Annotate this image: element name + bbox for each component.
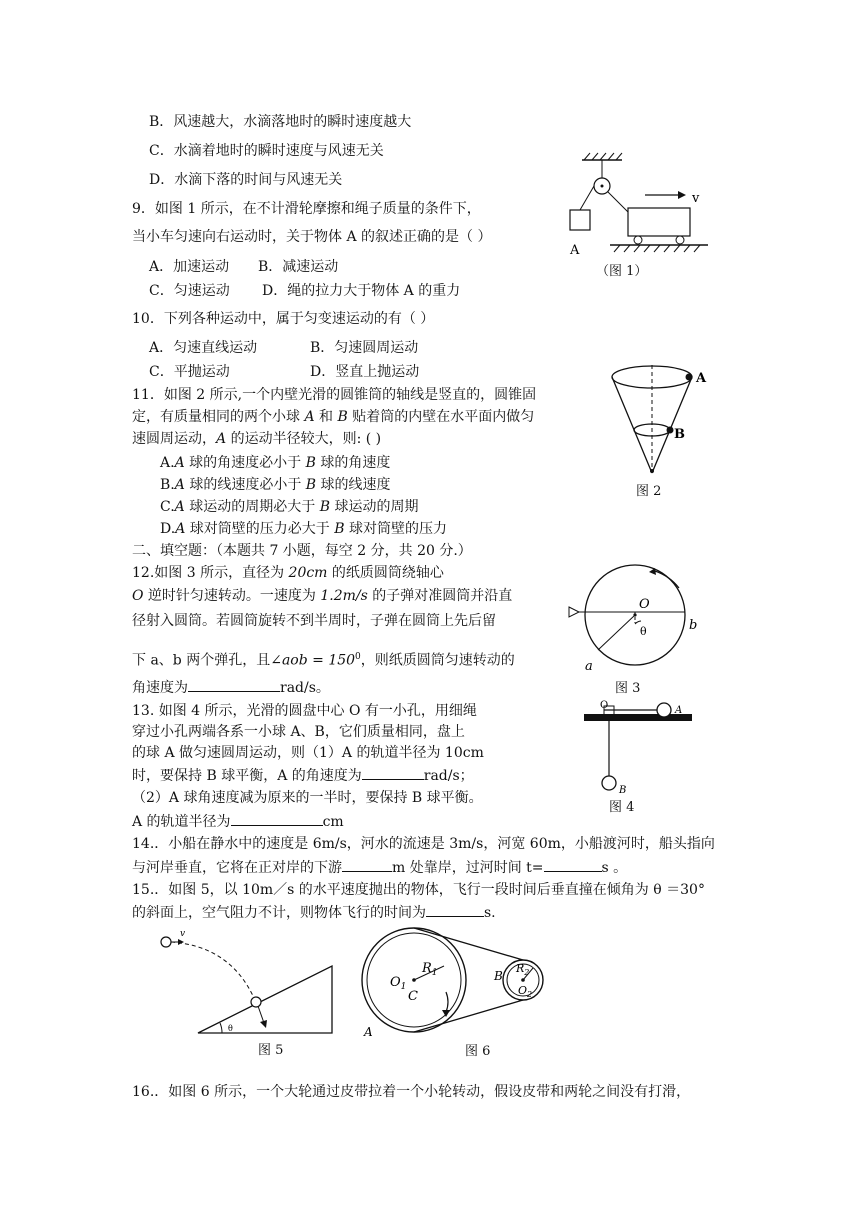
q11-option-d: D.A 球对筒壁的压力必大于 B 球对筒壁的压力 [160, 521, 447, 537]
q9-option-a: A．加速运动 [149, 259, 230, 275]
figure-3-rotating-cylinder [565, 555, 715, 675]
q13-stem-line5: （2）A 球角速度减为原来的一半时，要保持 B 球平衡。 [132, 790, 483, 806]
q14-answer-blank-1[interactable] [342, 857, 392, 872]
q10-option-b: B．匀速圆周运动 [310, 340, 419, 356]
q9-option-d: D．绳的拉力大于物体 A 的重力 [262, 283, 461, 299]
figure-1-pulley-cart [560, 150, 720, 260]
figure-4-disk-and-balls [578, 700, 698, 797]
figure-6-label-o2: $O_2$ [518, 984, 533, 999]
q13-stem-line6: A 的轨道半径为 cm [132, 811, 344, 832]
q11-option-b: B.A 球的线速度必小于 B 球的线速度 [160, 477, 391, 493]
q15-stem-line1: 15.．如图 5，以 10m／s 的水平速度抛出的物体，飞行一段时间后垂直撞在倾角为 θ ＝30° [132, 882, 705, 898]
figure-6-belt-pulleys [358, 922, 558, 1038]
q9-stem-line1: 9．如图 1 所示，在不计滑轮摩擦和绳子质量的条件下， [132, 201, 481, 217]
q13-stem-line3: 的球 A 做匀速圆周运动，则（1）A 的轨道半径为 10cm [132, 745, 484, 761]
figure-2-label-a: A [696, 371, 707, 386]
figure-2-cone [600, 355, 720, 480]
q9-stem-line2: 当小车匀速向右运动时，关于物体 A 的叙述正确的是（ ） [132, 229, 492, 245]
figure-4-caption: 图 4 [609, 800, 635, 815]
figure-3-caption: 图 3 [615, 681, 641, 696]
q10-option-c: C．平抛运动 [149, 364, 230, 380]
figure-2-caption: 图 2 [636, 484, 662, 499]
figure-1-label-a: A [570, 243, 580, 258]
figure-6-label-a: A [364, 1025, 373, 1038]
q11-stem-line3: 速圆周运动，A 的运动半径较大，则: ( ) [132, 431, 382, 447]
figure-3-label-b: b [689, 618, 698, 633]
q13-answer-blank-1[interactable] [362, 765, 424, 780]
q13-answer-blank-2[interactable] [231, 811, 323, 826]
q12-stem-line3: 径射入圆筒。若圆筒旋转不到半周时，子弹在圆筒上先后留 [132, 613, 496, 629]
figure-1-caption: （图 1） [596, 264, 648, 279]
q9-option-c: C．匀速运动 [149, 283, 230, 299]
q14-stem-line2: 与河岸垂直，它将在正对岸的下游 m 处靠岸，过河时间 t= s 。 [132, 857, 627, 878]
figure-3-label-o: O [639, 597, 650, 612]
q12-stem-line1: 12.如图 3 所示，直径为 20cm 的纸质圆筒绕轴心 [132, 565, 444, 581]
figure-3-label-theta: θ [640, 625, 647, 638]
q14-answer-blank-2[interactable] [544, 857, 602, 872]
q12-stem-line5: 角速度为 rad/s。 [132, 677, 330, 698]
figure-4-label-b: B [619, 785, 627, 796]
figure-2-label-b: B [674, 427, 685, 442]
figure-6-label-o1: $O_1$ [390, 975, 407, 992]
q8-option-b: B．风速越大，水滴落地时的瞬时速度越大 [149, 114, 412, 130]
figure-5-projectile-incline [150, 926, 340, 1038]
figure-5-caption: 图 5 [258, 1043, 284, 1058]
figure-6-label-b: B [494, 969, 503, 983]
q9-option-b: B．减速运动 [258, 259, 339, 275]
q14-stem-line1: 14.．小船在静水中的速度是 6m/s，河水的流速是 3m/s，河宽 60m，小船渡河时，船头指向 [132, 836, 715, 852]
q13-stem-line1: 13. 如图 4 所示，光滑的圆盘中心 O 有一小孔，用细绳 [132, 703, 477, 719]
figure-6-label-c: C [408, 989, 418, 1004]
q10-stem: 10．下列各种运动中，属于匀变速运动的有（ ） [132, 311, 435, 327]
figure-5-label-v: v [180, 929, 186, 939]
figure-6-caption: 图 6 [465, 1044, 491, 1059]
q8-option-c: C．水滴着地时的瞬时速度与风速无关 [149, 143, 384, 159]
q12-answer-blank[interactable] [188, 677, 280, 692]
figure-4-label-o: O [600, 700, 609, 711]
q11-stem-line1: 11．如图 2 所示,一个内壁光滑的圆锥筒的轴线是竖直的，圆锥固 [132, 387, 537, 403]
q16-stem-line1: 16.．如图 6 所示，一个大轮通过皮带拉着一个小轮转动，假设皮带和两轮之间没有打滑， [132, 1084, 691, 1100]
figure-1-label-v: v [692, 191, 700, 206]
q11-stem-line2: 定，有质量相同的两个小球 A 和 B 贴着筒的内壁在水平面内做匀 [132, 409, 535, 425]
q8-option-d: D．水滴下落的时间与风速无关 [149, 172, 343, 188]
figure-6-label-r1: $R_1$ [422, 961, 438, 978]
figure-6-label-r2: $R_2$ [516, 962, 530, 977]
figure-4-label-a: A [675, 705, 683, 716]
q13-stem-line2: 穿过小孔两端各系一小球 A、B，它们质量相同，盘上 [132, 724, 465, 740]
q10-option-a: A．匀速直线运动 [149, 340, 258, 356]
figure-5-label-theta: θ [228, 1024, 233, 1033]
q10-option-d: D．竖直上抛运动 [310, 364, 420, 380]
section-2-title: 二、填空题：（本题共 7 小题，每空 2 分，共 20 分.） [132, 543, 472, 559]
q12-stem-line2: O 逆时针匀速转动。一速度为 1.2m/s 的子弹对准圆筒并沿直 [132, 588, 513, 604]
q11-option-c: C.A 球运动的周期必大于 B 球运动的周期 [160, 499, 419, 515]
q11-option-a: A.A 球的角速度必小于 B 球的角速度 [160, 455, 391, 471]
q12-stem-line4: 下 a、b 两个弹孔，且∠aob = $150^0$，则纸质圆筒匀速转动的 [132, 652, 515, 669]
q13-stem-line4: 时，要保持 B 球平衡，A 的角速度为 rad/s； [132, 765, 474, 786]
q15-answer-blank[interactable] [426, 902, 484, 917]
figure-3-label-a: a [585, 659, 593, 674]
q15-stem-line2: 的斜面上，空气阻力不计，则物体飞行的时间为 s. [132, 902, 496, 923]
